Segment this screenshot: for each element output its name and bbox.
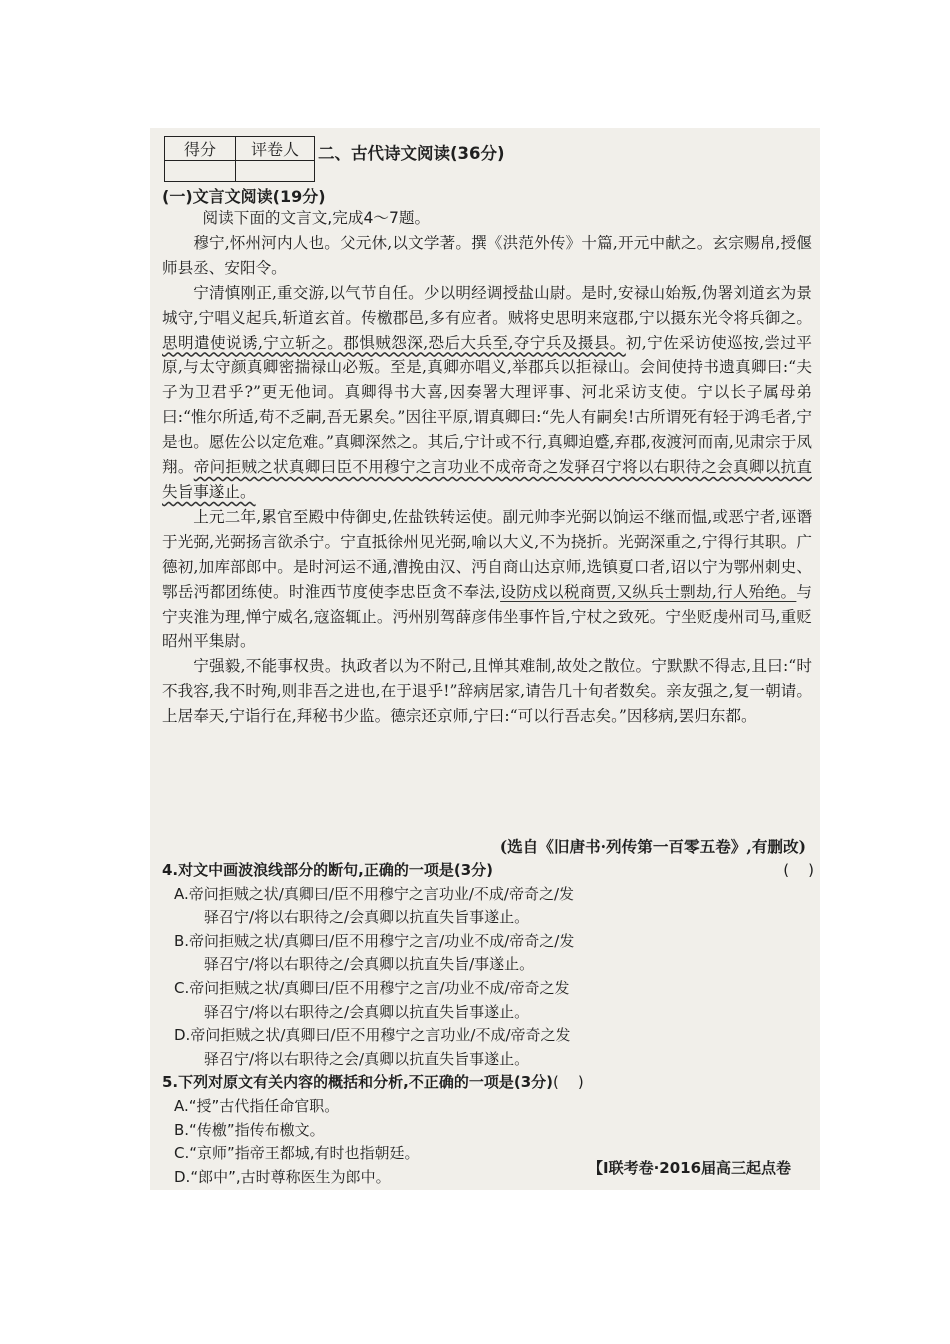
- option-a[interactable]: A.帝问拒贼之状/真卿曰/臣不用穆宁之言功业/不成/帝奇之/发: [174, 884, 575, 903]
- answer-bracket[interactable]: ( ): [783, 861, 814, 879]
- sub-title: (一)文言文阅读(19分): [162, 187, 326, 206]
- option-b[interactable]: B.“传檄”指传布檄文。: [174, 1120, 325, 1139]
- option-c[interactable]: C.“京师”指帝王都城,有时也指朝廷。: [174, 1144, 420, 1163]
- passage-paragraph-2: [162, 281, 812, 505]
- grader-label: 评卷人: [236, 137, 315, 161]
- questions: [162, 859, 814, 1189]
- score-cell[interactable]: [165, 161, 236, 182]
- passage-source: (选自《旧唐书·列传第一百零五卷》,有删改): [499, 837, 806, 856]
- exam-footer: 【Ⅰ联考卷·2016届高三起点卷: [588, 1159, 792, 1177]
- grader-cell[interactable]: [236, 161, 315, 182]
- question-stem: 4.对文中画波浪线部分的断句,正确的一项是(3分): [162, 861, 493, 879]
- option-d-cont: 驿召宁/将以右职待之会/真卿以抗直失旨事遂止。: [204, 1049, 530, 1068]
- option-a-cont: 驿召宁/将以右职待之/会真卿以抗直失旨事遂止。: [204, 908, 530, 927]
- option-b-cont: 驿召宁/将以右职待之/会真卿以抗直失旨/事遂止。: [204, 955, 535, 974]
- section-title: 二、古代诗文阅读(36分): [318, 144, 505, 163]
- wavy-underlined-sentence: 帝问拒贼之状真卿曰臣不用穆宁之言功业不成帝奇之发驿召宁将以右职待之会真卿以抗直失旨事遂止。: [162, 458, 812, 501]
- passage-text: 初,宁佐采访使巡按,尝过平原,与太守颜真卿密揣禄山必叛。至是,真卿亦唱义,举郡兵以拒禄山。会间使持书遗真卿曰:“夫子为卫君乎?”更无他词。真卿得书大喜,因奏署大理评事、河北采访支使。宁以长子属母弟曰:“惟尔所适,苟不乏嗣,吾无累矣。”因往平原,谓真卿曰:“先人有嗣矣!古所谓死有轻于鸿毛者,宁是也。愿佐公以定危难。”真卿深然之。其后,宁计或不行,真卿迫蹙,弃郡,夜渡河而南,见肃宗于凤翔。: [162, 333, 812, 477]
- underlined-sentence: 设防戍以税商贾,又纵兵士剽劫,行人殆绝。: [500, 582, 797, 601]
- answer-bracket[interactable]: ( ): [552, 1073, 584, 1092]
- option-d[interactable]: D.帝问拒贼之状/真卿曰/臣不用穆宁之言功业/不成/帝奇之发: [174, 1026, 571, 1045]
- passage-text: 与宁夹淮为理,惮宁威名,寇盗辄止。沔州别驾薛彦伟坐事忤旨,宁杖之致死。宁坐贬虔州司马,重贬昭州平集尉。: [162, 582, 812, 651]
- passage: [162, 206, 812, 729]
- question-5: [162, 1071, 814, 1095]
- option-c[interactable]: C.帝问拒贼之状/真卿曰/臣不用穆宁之言/功业不成/帝奇之发: [174, 978, 570, 997]
- option-d[interactable]: D.“郎中”,古时尊称医生为郎中。: [174, 1167, 391, 1186]
- question-stem: 5.下列对原文有关内容的概括和分析,不正确的一项是(3分): [162, 1073, 553, 1092]
- option-c-cont: 驿召宁/将以右职待之/会真卿以抗直失旨事遂止。: [204, 1002, 530, 1021]
- option-b[interactable]: B.帝问拒贼之状/真卿曰/臣不用穆宁之言/功业不成/帝奇之/发: [174, 931, 575, 950]
- passage-text: 宁清慎刚正,重交游,以气节自任。少以明经调授盐山尉。是时,安禄山始叛,伪署刘道玄为景城守,宁唱义起兵,斩道玄首。传檄郡邑,多有应者。贼将史思明来寇郡,宁以摄东光令将兵御之。: [162, 283, 812, 327]
- score-table: [164, 136, 315, 182]
- instruction: 阅读下面的文言文,完成4～7题。: [202, 209, 431, 227]
- score-label: 得分: [165, 137, 236, 161]
- option-a[interactable]: A.“授”古代指任命官职。: [174, 1096, 340, 1115]
- passage-text: 上元二年,累官至殿中侍御史,佐盐铁转运使。副元帅李光弼以饷运不继而愠,或恶宁者,诬谮于光弼,光弼扬言欲杀宁。宁直抵徐州见光弼,喻以大义,不为挠折。光弼深重之,宁得行其职。广德初,加库部郎中。是时河运不通,漕挽由汉、沔自商山达京师,选镇夏口者,诏以宁为鄂州刺史、鄂岳沔都团练使。时淮西节度使李忠臣贪不奉法,: [162, 507, 812, 601]
- wavy-underlined-sentence: 思明遣使说诱,宁立斩之。郡惧贼怨深,恐后大兵至,夺宁兵及摄县。: [162, 333, 626, 352]
- passage-paragraph-3: [162, 505, 812, 654]
- exam-page: [150, 128, 820, 1190]
- question-4: [162, 859, 814, 883]
- passage-paragraph-1: 穆宁,怀州河内人也。父元休,以文学著。撰《洪范外传》十篇,开元中献之。玄宗赐帛,授偃师县丞、安阳令。: [162, 233, 812, 277]
- passage-paragraph-4: 宁强毅,不能事权贵。执政者以为不附己,且惮其难制,故处之散位。宁默默不得志,且曰:“时不我容,我不时殉,则非吾之进也,在于退乎!”辞病居家,请告几十旬者数矣。亲友强之,复一朝请。上居奉天,宁诣行在,拜秘书少监。德宗还京师,宁曰:“可以行吾志矣。”因移病,罢归东都。: [162, 657, 812, 726]
